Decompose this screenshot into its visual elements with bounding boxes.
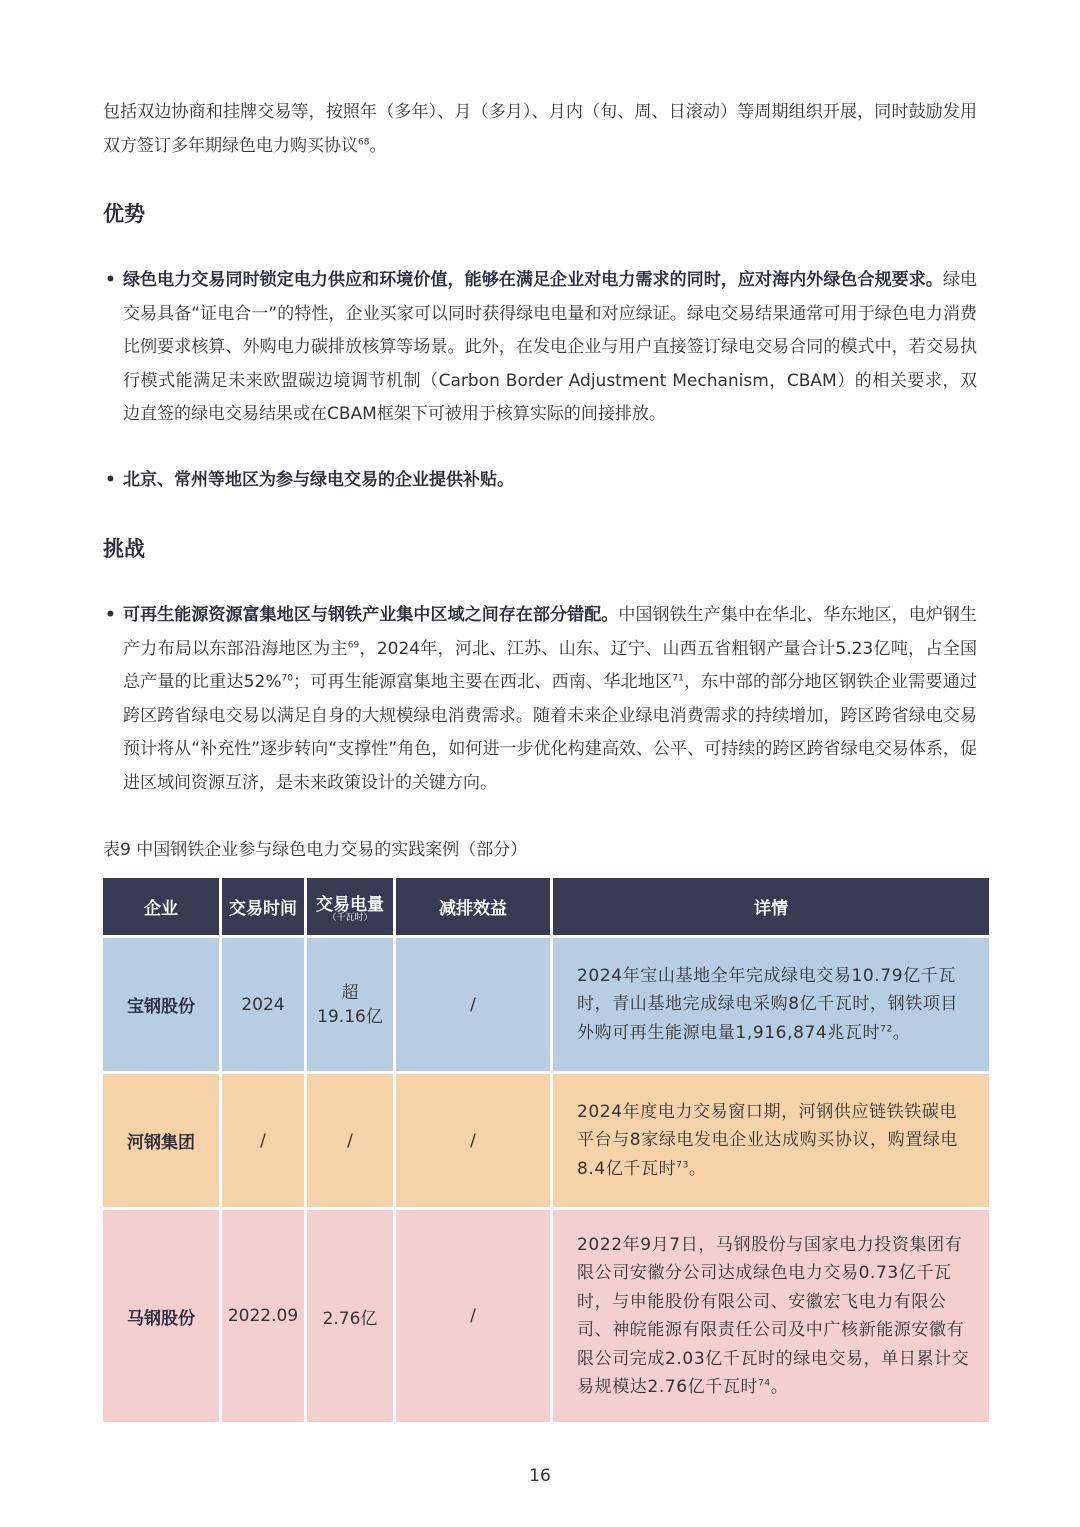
- cell-benefit: /: [396, 938, 550, 1074]
- cell-detail: 2024年宝山基地全年完成绿电交易10.79亿千瓦时，青山基地完成绿电采购8亿千瓦时，钢铁项目外购可再生能源电量1,916,874兆瓦时$^{72}$。: [553, 938, 989, 1074]
- cell-company: 宝钢股份: [103, 938, 219, 1074]
- cell-time: /: [222, 1074, 304, 1210]
- cell-volume: 2.76亿: [307, 1210, 393, 1425]
- cell-company: 河钢集团: [103, 1074, 219, 1210]
- footnote-ref: 69: [347, 639, 360, 650]
- challenges-heading: 挑战: [103, 537, 145, 561]
- bullet-icon: •: [105, 605, 116, 625]
- advantages-heading: 优势: [103, 202, 145, 226]
- footnote-ref: 70: [281, 673, 293, 684]
- footnote-ref: 73: [676, 1160, 689, 1171]
- challenge-item-1: • 可再生能源资源富集地区与钢铁产业集中区域之间存在部分错配。中国钢铁生产集中在华北、华东地区，电炉钢生产力布局以东部沿海地区为主$^{69}$，2024年，河北、江苏、山东、辽宁、山西五省粗钢产量合计5.23亿吨，占全国总产量的比重达52%$^{70}$；可再生能源富集地主要在西北、西南、华北地区$^{71}$，东中部的部分地区钢铁企业需要通过跨区跨省绿电交易以满足自身的大规模绿电消费需求。随着未来企业绿电消费需求的持续增加，跨区跨省绿电交易预计将从“补充性”逐步转向“支撑性”角色，如何进一步优化构建高效、公平、可持续的跨区跨省绿电交易体系，促进区域间资源互济，是未来政策设计的关键方向。: [103, 599, 977, 800]
- cell-volume: /: [307, 1074, 393, 1210]
- header-company: 企业: [103, 878, 219, 938]
- bullet-icon: •: [105, 470, 116, 490]
- table-row: [103, 1074, 989, 1210]
- table-header-row: [103, 878, 989, 938]
- cell-volume: 超 19.16亿: [307, 938, 393, 1074]
- header-benefit: 减排效益: [396, 878, 550, 938]
- advantage-item-2: • 北京、常州等地区为参与绿电交易的企业提供补贴。: [103, 464, 977, 498]
- advantage-item-1: • 绿色电力交易同时锁定电力供应和环境价值，能够在满足企业对电力需求的同时，应对海内外绿色合规要求。绿电交易具备“证电合一”的特性，企业买家可以同时获得绿电电量和对应绿证。绿电交易结果通常可用于绿色电力消费比例要求核算、外购电力碳排放核算等场景。此外，在发电企业与用户直接签订绿电交易合同的模式中，若交易执行模式能满足未来欧盟碳边境调节机制（Carbon Border Adjustment Mechanism，CBAM）的相关要求，双边直签的绿电交易结果或在CBAM框架下可被用于核算实际的间接排放。: [103, 264, 977, 432]
- footnote-ref: 68: [358, 137, 370, 148]
- cell-time: 2024: [222, 938, 304, 1074]
- intro-paragraph: 包括双边协商和挂牌交易等，按照年（多年）、月（多月）、月内（旬、周、日滚动）等周期组织开展，同时鼓励发用双方签订多年期绿色电力购买协议$^{68}$。: [103, 102, 977, 156]
- header-detail: 详情: [553, 878, 989, 938]
- header-volume-unit: （千瓦时）: [327, 913, 373, 923]
- cell-benefit: /: [396, 1210, 550, 1425]
- footnote-ref: 71: [672, 673, 684, 684]
- bullet-icon: •: [105, 270, 116, 290]
- cell-company: 马钢股份: [103, 1210, 219, 1425]
- cell-detail: 2024年度电力交易窗口期，河钢供应链铁铁碳电平台与8家绿电发电企业达成购买协议，购置绿电8.4亿千瓦时$^{73}$。: [553, 1074, 989, 1210]
- page-number: 16: [529, 1466, 551, 1486]
- header-time: 交易时间: [222, 878, 304, 938]
- table-caption: 表9 中国钢铁企业参与绿色电力交易的实践案例（部分）: [103, 840, 528, 860]
- footnote-ref: 74: [758, 1378, 771, 1389]
- footnote-ref: 72: [880, 1024, 893, 1035]
- cases-table: [100, 878, 992, 1425]
- header-volume: 交易电量 （千瓦时）: [307, 878, 393, 938]
- cell-benefit: /: [396, 1074, 550, 1210]
- table-row: [103, 938, 989, 1074]
- cell-detail: 2022年9月7日，马钢股份与国家电力投资集团有限公司安徽分公司达成绿色电力交易0.73亿千瓦时，与申能股份有限公司、安徽宏飞电力有限公司、神皖能源有限责任公司及中广核新能源安徽有限公司完成2.03亿千瓦时的绿电交易，单日累计交易规模达2.76亿千瓦时$^{74}$。: [553, 1210, 989, 1425]
- cell-time: 2022.09: [222, 1210, 304, 1425]
- table-row: [103, 1210, 989, 1425]
